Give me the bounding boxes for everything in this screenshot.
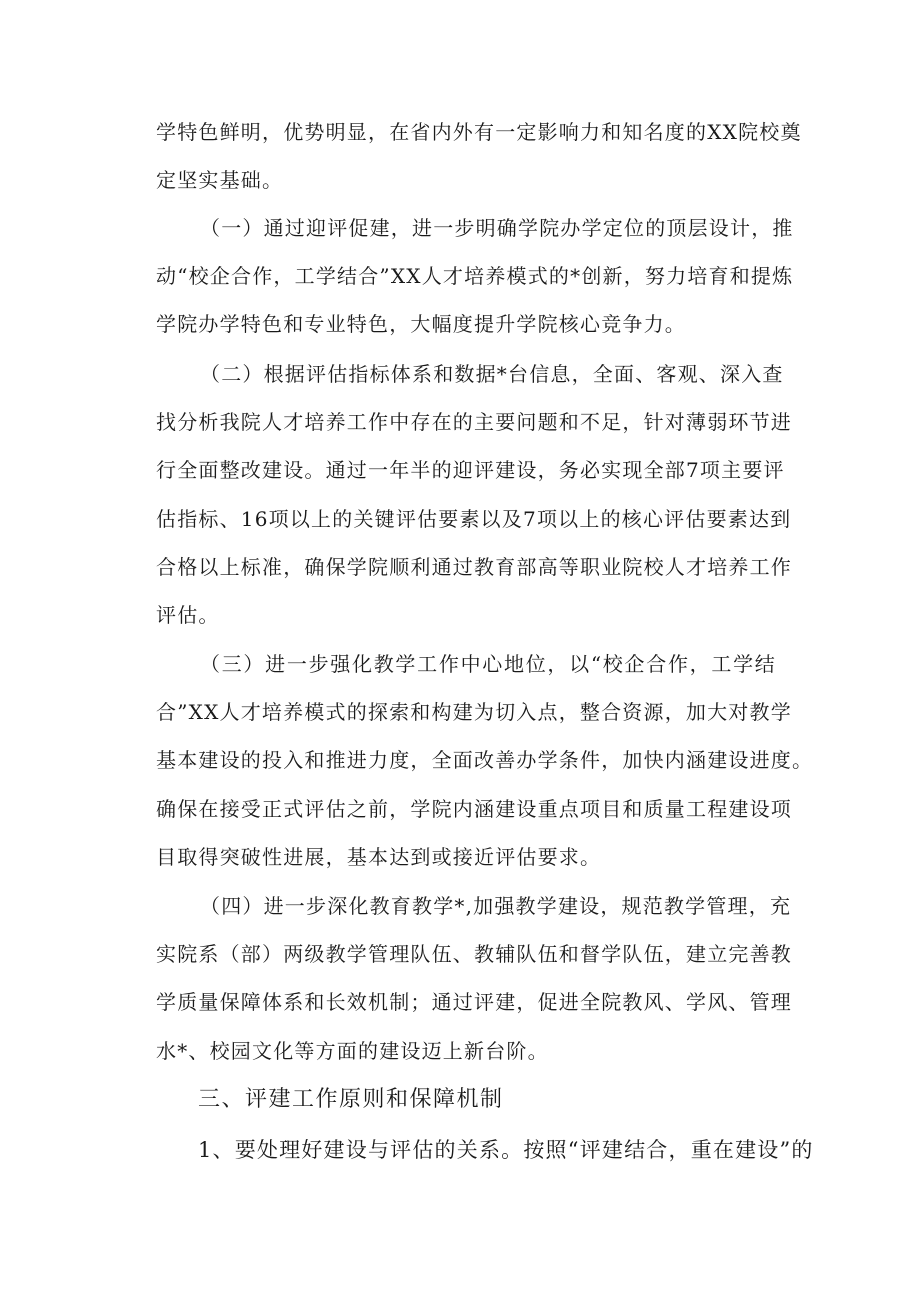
paragraph-line: 找分析我院人才培养工作中存在的主要问题和不足，针对薄弱环节进 — [156, 410, 792, 434]
paragraph-line: （一）通过迎评促建，进一步明确学院办学定位的顶层设计，推 — [200, 216, 794, 240]
paragraph-line: （四）进一步深化教育教学*,加强教学建设，规范教学管理，充 — [200, 894, 792, 918]
paragraph-line: 合格以上标准，确保学院顺利通过教育部高等职业院校人才培养工作 — [156, 555, 792, 579]
paragraph-line: 行全面整改建设。通过一年半的迎评建设，务必实现全部7项主要评 — [156, 458, 785, 482]
paragraph-line: 动“校企合作，工学结合”XX人才培养模式的*创新，努力培育和提炼 — [156, 264, 794, 288]
paragraph-line: 水*、校园文化等方面的建设迈上新台阶。 — [156, 1039, 549, 1063]
paragraph-line: 合”XX人才培养模式的探索和构建为切入点，整合资源，加大对教学 — [156, 700, 792, 724]
paragraph-line: 1、要处理好建设与评估的关系。按照“评建结合，重在建设”的 — [198, 1138, 814, 1162]
paragraph-line: 基本建设的投入和推进力度，全面改善办学条件，加快内涵建设进度。 — [156, 748, 814, 772]
paragraph-line: 实院系（部）两级教学管理队伍、教辅队伍和督学队伍，建立完善教 — [156, 942, 792, 966]
paragraph-line: 确保在接受正式评估之前，学院内涵建设重点项目和质量工程建设项 — [156, 797, 792, 821]
paragraph-line: 学质量保障体系和长效机制；通过评建，促进全院教风、学风、管理 — [156, 990, 792, 1014]
paragraph-line: 定坚实基础。 — [156, 168, 284, 192]
paragraph-line: （二）根据评估指标体系和数据*台信息，全面、客观、深入查 — [200, 362, 784, 386]
paragraph-line: 学院办学特色和专业特色，大幅度提升学院核心竞争力。 — [156, 312, 686, 336]
paragraph-line: 评估。 — [156, 603, 220, 627]
section-heading: 三、评建工作原则和保障机制 — [198, 1087, 504, 1112]
paragraph-line: 估指标、16项以上的关键评估要素以及7项以上的核心评估要素达到 — [156, 507, 792, 531]
paragraph-line: 学特色鲜明，优势明显，在省内外有一定影响力和知名度的XX院校奠 — [156, 120, 802, 144]
paragraph-line: （三）进一步强化教学工作中心地位，以“校企合作，工学结 — [200, 652, 776, 676]
paragraph-line: 目取得突破性进展，基本达到或接近评估要求。 — [156, 845, 602, 869]
